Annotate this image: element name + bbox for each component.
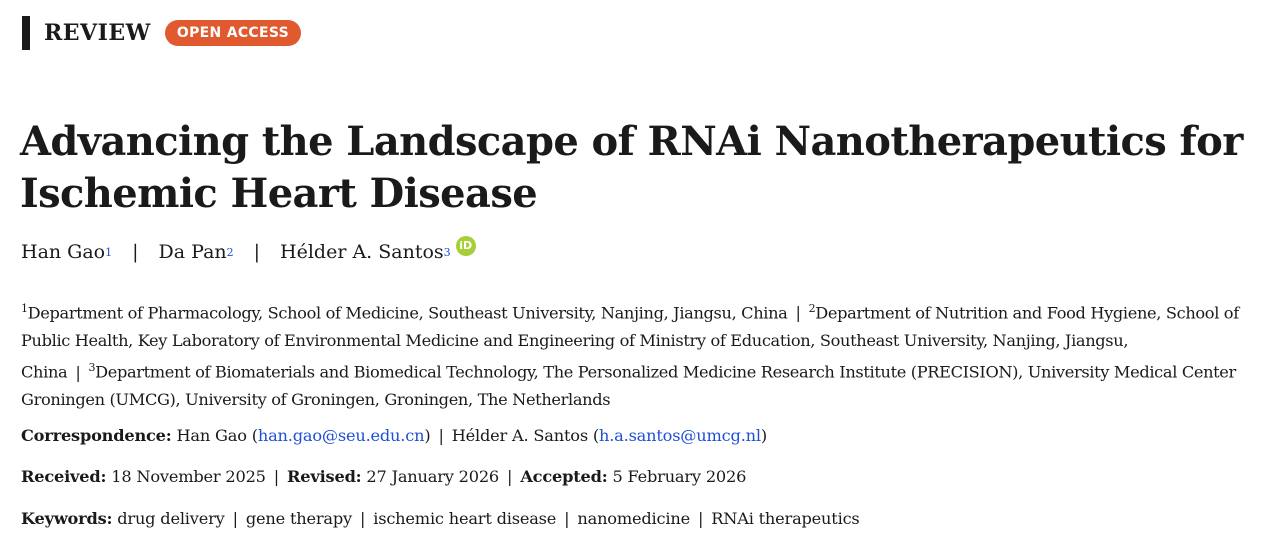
affiliation-number: 2 [808,302,816,315]
accepted-label: Accepted: [520,467,608,486]
keywords [21,509,860,528]
separator: | [564,509,570,528]
received-date: 18 November 2025 [111,467,266,486]
author-list [21,241,476,263]
orcid-icon[interactable]: iD [456,236,476,256]
affiliation-number: 1 [21,302,28,315]
keywords-label: Keywords: [21,509,113,528]
article-header [22,16,301,50]
affiliation-number: 3 [88,361,96,375]
author-affiliation-ref[interactable]: 3 [443,245,451,259]
affiliation-separator: | [75,362,81,382]
author-affiliation-ref[interactable]: 1 [105,245,113,259]
separator: | [438,426,444,445]
keyword[interactable]: RNAi therapeutics [711,509,860,528]
keyword[interactable]: drug delivery [117,509,225,528]
received-label: Received: [21,467,107,486]
correspondence: Correspondence: Han Gao (han.gao@seu.edu.cn) | Hélder A. Santos (h.a.santos@umcg.nl) [21,426,767,445]
separator: | [273,467,280,486]
affiliations [21,295,1253,414]
email-link[interactable]: han.gao@seu.edu.cn [257,426,425,445]
author-name[interactable]: Hélder A. Santos [280,241,444,263]
author-separator: | [253,241,261,263]
keyword[interactable]: nanomedicine [577,509,690,528]
separator: | [697,509,704,528]
correspondence-label: Correspondence: [21,426,172,445]
author-name[interactable]: Da Pan [158,241,227,263]
affiliation-text: Department of Pharmacology, School of Medicine, Southeast University, Nanjing, Jiangsu, China [27,303,788,323]
correspondence-name: Han Gao [176,426,247,445]
author-affiliation-ref[interactable]: 2 [226,245,234,259]
keyword[interactable]: ischemic heart disease [373,509,557,528]
author-name[interactable]: Han Gao [21,241,106,263]
separator: | [507,467,513,486]
separator: | [359,509,366,528]
section-label: REVIEW [44,20,151,46]
affiliation-text: Department of Biomaterials and Biomedical Technology, The Personalized Medicine Research Institute (PRECISION), University Medical Center Groningen (UMCG), University of Groningen, Groningen, The Netherlands [21,362,1236,410]
open-access-badge: OPEN ACCESS [165,20,301,46]
article-dates [21,467,746,486]
author-separator: | [132,241,139,263]
keyword[interactable]: gene therapy [245,509,352,528]
accepted-date: 5 February 2026 [612,467,747,486]
section-bar [22,16,30,50]
revised-date: 27 January 2026 [366,467,500,486]
revised-label: Revised: [287,467,362,486]
article-title: Advancing the Landscape of RNAi Nanotherapeutics for Ischemic Heart Disease [20,118,1243,217]
affiliation-text: Department of Nutrition and Food Hygiene, School of Public Health, Key Laboratory of Environmental Medicine and Engineering of Ministry of Education, Southeast University, Nanjing, Jiangsu, China [21,303,1239,382]
email-link[interactable]: h.a.santos@umcg.nl [599,426,761,445]
affiliation-separator: | [795,303,801,323]
correspondence-name: Hélder A. Santos [451,426,588,445]
separator: | [232,509,238,528]
